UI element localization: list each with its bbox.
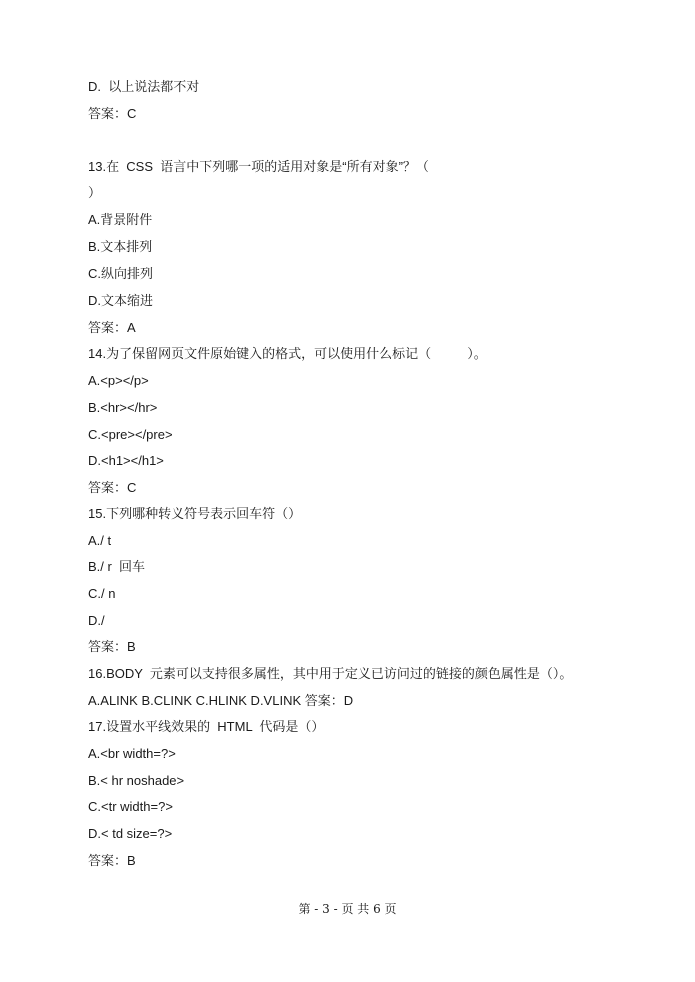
text-line: D./ — [88, 613, 105, 628]
text-line: C./ n — [88, 586, 116, 601]
text-line: D.文本缩进 — [88, 293, 154, 308]
text-line: D.<h1></h1> — [88, 453, 164, 468]
text-line: 16.BODY 元素可以支持很多属性，其中用于定义已访问过的链接的颜色属性是（）。 — [88, 666, 573, 681]
text-line: 15.下列哪种转义符号表示回车符（） — [88, 506, 302, 521]
text-line: C.<tr width=?> — [88, 799, 173, 814]
text-line: A.ALINK B.CLINK C.HLINK D.VLINK 答案：D — [88, 693, 354, 708]
text-line: 13.在 CSS 语言中下列哪一项的适用对象是“所有对象”？（ — [88, 159, 429, 174]
text-line: C.纵向排列 — [88, 266, 154, 281]
text-line: D. 以上说法都不对 — [88, 79, 200, 94]
text-line: ） — [88, 185, 102, 200]
text-line: D.< td size=?> — [88, 826, 173, 841]
text-line: 答案：C — [88, 480, 137, 495]
text-line: 答案：B — [88, 639, 136, 654]
page-footer: 第 - 3 - 页 共 6 页 — [298, 902, 397, 916]
text-line: C.<pre></pre> — [88, 427, 173, 442]
text-line: B.<hr></hr> — [88, 400, 158, 415]
text-line: 答案：A — [88, 320, 136, 335]
text-line: 答案：C — [88, 106, 137, 121]
text-line: A.背景附件 — [88, 212, 153, 227]
text-line: B./ r 回车 — [88, 559, 146, 574]
text-line: B.文本排列 — [88, 239, 153, 254]
text-line: A.<br width=?> — [88, 746, 176, 761]
text-line: A.<p></p> — [88, 373, 149, 388]
text-line: 答案：B — [88, 853, 136, 868]
text-line: A./ t — [88, 533, 112, 548]
text-line: 17.设置水平线效果的 HTML 代码是（） — [88, 719, 325, 734]
text-line: B.< hr noshade> — [88, 773, 185, 788]
text-line: 14.为了保留网页文件原始键入的格式，可以使用什么标记（ ）。 — [88, 346, 487, 361]
